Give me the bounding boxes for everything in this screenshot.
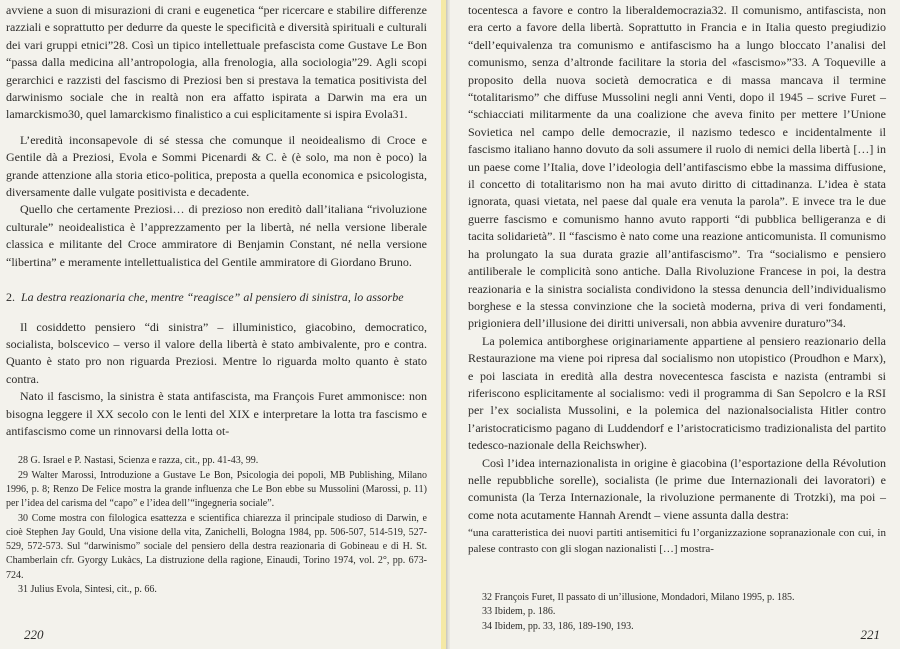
page-number: 220 <box>24 627 44 642</box>
section-number: 2. <box>6 290 15 305</box>
block-quote: “una caratteristica dei nuovi partiti antisemitici fu l’organizzazione sopranazionale con cui, in palese contrasto con gli slogan nazionalisti […] mostra- <box>468 527 886 555</box>
footnote-34: 34 Ibidem, pp. 33, 186, 189-190, 193. <box>482 620 634 632</box>
paragraph: Così l’idea internazionalista in origine è giacobina (l’esportazione della Révolution nelle repubbliche sorelle), socialista (le prime due Internazionali dei lavoratori) e comunista (la Terza Internazionale, la rivoluzione permanente di Trotzki), ma poi – come nota acutamente Hannah Arendt – viene assunta dalla destra: <box>468 455 886 522</box>
paragraph: La polemica antiborghese originariamente appartiene al pensiero reazionario della Restaurazione ma viene poi ripresa dal socialismo non utopistico (Proudhon e Marx), e poi lasciata in eredità alla destra novecentesca fascista e nazista (entrambi si riferiscono esplicitamente al socialismo: vedi il programma di San Sepolcro e la RSI per l’ex socialista Mussolini, e la polemica del nazionalsocialista Hitler contro l’aristocraticismo pagano di Luddendorf e l’aristocraticismo tradizionalista del partito tedesco-nazionale della Reichswher). <box>468 333 886 453</box>
paragraph: Il cosiddetto pensiero “di sinistra” – illuministico, giacobino, democratico, socialista, bolscevico – verso il valore della libertà è stato ambivalente, pro e contra. Quanto è stato pro non riguarda Preziosi. Mentre lo riguarda molto quanto è stato contra. <box>6 319 427 386</box>
paragraph: Nato il fascismo, la sinistra è stata antifascista, ma François Furet ammonisce: non bisogna leggere il XX secolo con le lenti del XIX e interpretare la lotta tra fascismo e antifascismo come un rinnovarsi della lotta ot- <box>6 389 427 438</box>
footnotes-right <box>468 591 886 634</box>
paragraph: Quello che certamente Preziosi… di prezioso non ereditò dall’italiana “rivoluzione culturale” neoidealistica è l’apprezzamento per la libertà, né nella versione liberale classica e militante del Croce ammiratore di Benjamin Constant, né nella versione “libertina” e meramente intellettualistica del Gentile ammiratore di Giordano Bruno. <box>6 202 427 269</box>
footnotes-left <box>6 454 427 597</box>
paragraph: L’eredità inconsapevole di sé stessa che comunque il neoidealismo di Croce e Gentile dà a Preziosi, Evola e Sommi Picenardi & C. è (è solo, ma non è poco) la grande attenzione alla storia etico-politica, preposta a quella economica e psicologista, diversamente dalle vulgate positivista e decadente. <box>6 132 427 200</box>
footnote-29: 29 Walter Marossi, Introduzione a Gustave Le Bon, Psicologia dei popoli, MB Publishing, Milano 1996, p. 8; Renzo De Felice mostra la grande influenza che Le Bon ebbe su Mussolini (Marossi, p. 11) per l’idea del carisma del “capo” e l’idea dell’“ingegneria sociale”. <box>6 469 427 510</box>
page-number: 221 <box>860 627 880 642</box>
left-page <box>0 0 447 649</box>
footnote-33: 33 Ibidem, p. 186. <box>482 606 556 618</box>
paragraph: tocentesca a favore e contro la liberaldemocrazia32. Il comunismo, antifascista, non era certo a favore della libertà. Soprattutto in Francia e in Italia questo pregiudizio “dell’equivalenza tra comunismo e antifascismo ha a lungo bloccato l’analisi del comunismo, senza d’altronde facilitare la storia del «fascismo»”33. A Toqueville a proposito della nuova società democratica e di massa mancava il termine “totalitarismo” che diffuse Mussolini negli anni Venti, dopo il 1945 – scrive Furet – “schiacciati militarmente da una coalizione che aveva finito per mettere l’Unione Sovietica nel campo delle democrazie, il nazismo tedesco e incidentalmente il fascismo italiano hanno dovuto da soli assumere il ruolo di nemici della libertà […] in un paese come l’Italia, dove l’ideologia dell’antifascismo ebbe la massima diffusione, il concetto di totalitarismo non ha mai avuto diritto di cittadinanza. L’idea è stata ignorata, quasi vietata, nel paese dal quale era venuta la parola”. E invece tra le due guerre fascismo e comunismo hanno avuto rapporti “di pubblica belligeranza e di tacita solidarietà”. Il “fascismo è nato come una reazione anticomunista. Il comunismo ha prolungato la sua durata grazie all’antifascismo”. Tra “socialismo e pensiero antiliberale le complicità sono antiche. Dalla Rivoluzione Francese in poi, la destra reazionaria e la sinistra socialista condividono la stessa denuncia dell’individualismo borghese e la stessa convinzione che la società moderna, priva di veri fondamenti, prigioniera dell’illusione dei diritti universali, non abbia avvenire duraturo”34. <box>468 3 886 331</box>
footnote-31: 31 Julius Evola, Sintesi, cit., p. 66. <box>18 584 157 596</box>
yellow-tab-strip <box>441 0 446 649</box>
section-title: La destra reazionaria che, mentre “reagisce” al pensiero di sinistra, lo assorbe <box>21 290 404 305</box>
section-heading <box>6 289 427 306</box>
footnote-28: 28 G. Israel e P. Nastasi, Scienza e razza, cit., pp. 41-43, 99. <box>18 455 259 467</box>
paragraph: avviene a suon di misurazioni di crani e eugenetica “per ricercare e stabilire differenze razziali e soprattutto per dedurre da queste le specificità e diversità spirituali e culturali dei vari gruppi etnici”28. Così un tipico intellettuale prefascista come Gustave Le Bon “passa dalla medicina all’antropologia, alla frenologia, alla sociologia”29. Agli scopi gerarchici e razzisti del fascismo di Preziosi ben si prestava la tematica positivista del darwinismo sociale che in realtà non era affatto ispirata a Darwin ma era un lamarckismo30, quel lamarckismo finalistico a cui esplicitamente si ispira Evola31. <box>6 3 427 122</box>
footnote-32: 32 François Furet, Il passato di un’illusione, Mondadori, Milano 1995, p. 185. <box>482 592 795 603</box>
footnote-30: 30 Come mostra con filologica esattezza e scientifica chiarezza il principale studioso di Darwin, e cioè Stephen Jay Gould, Una visione della vita, Zanichelli, Bologna 1984, pp. 506-507, 514-519, 527-529, 572-573. Sul “darwinismo” sociale del pensiero della destra reazionaria di Gobineau e di H. St. Chamberlain cfr. Gyorgy Lukàcs, La distruzione della ragione, Einaudi, Torino 1974, vol. 2°, pp. 673-724. <box>6 512 427 581</box>
right-page <box>450 0 900 649</box>
